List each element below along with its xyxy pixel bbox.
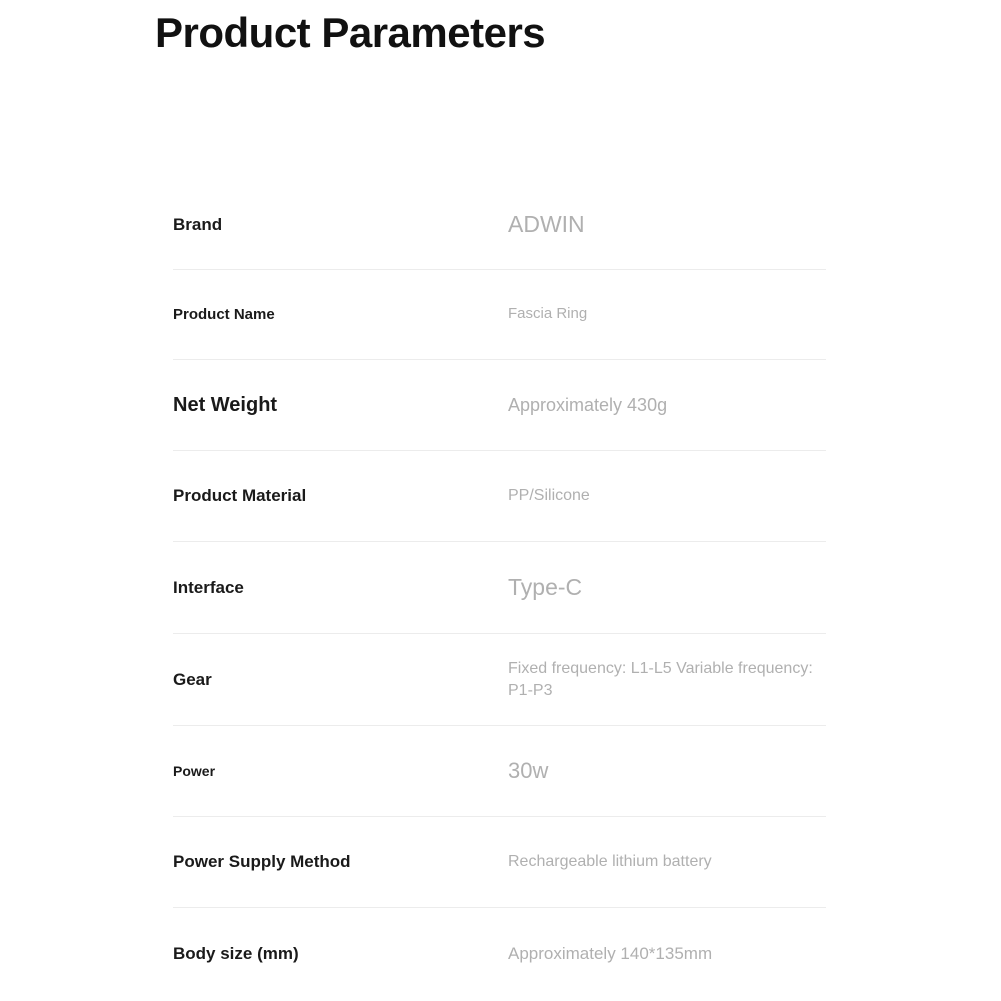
spec-label-net-weight: Net Weight (173, 393, 278, 416)
spec-value-body-size: Approximately 140*135mm (508, 943, 713, 963)
spec-value-net-weight: Approximately 430g (508, 394, 668, 415)
spec-value-brand: ADWIN (508, 210, 585, 237)
table-row (173, 908, 826, 1000)
spec-label-gear: Gear (173, 669, 212, 689)
table-row (173, 180, 826, 270)
spec-value-power: 30w (508, 758, 549, 784)
spec-label-power-supply-method: Power Supply Method (173, 852, 351, 871)
table-row (173, 726, 826, 817)
spec-value-product-material: PP/Silicone (508, 487, 590, 505)
spec-label-product-name: Product Name (173, 306, 275, 323)
table-row (173, 542, 826, 634)
specification-table (173, 180, 826, 1000)
table-row (173, 270, 826, 360)
spec-label-power: Power (173, 763, 216, 779)
table-row (173, 451, 826, 542)
page-title: Product Parameters (155, 9, 546, 56)
table-row (173, 817, 826, 908)
spec-label-product-material: Product Material (173, 486, 307, 505)
table-row (173, 360, 826, 451)
spec-value-power-supply-method: Rechargeable lithium battery (508, 853, 712, 871)
spec-value-product-name: Fascia Ring (508, 305, 588, 323)
spec-value-interface: Type-C (508, 573, 583, 600)
spec-label-brand: Brand (173, 214, 223, 234)
spec-label-body-size: Body size (mm) (173, 944, 299, 963)
spec-label-interface: Interface (173, 577, 244, 597)
spec-value-gear: Fixed frequency: L1-L5 Variable frequency: P1-P3 (508, 659, 813, 699)
table-row (173, 634, 826, 726)
